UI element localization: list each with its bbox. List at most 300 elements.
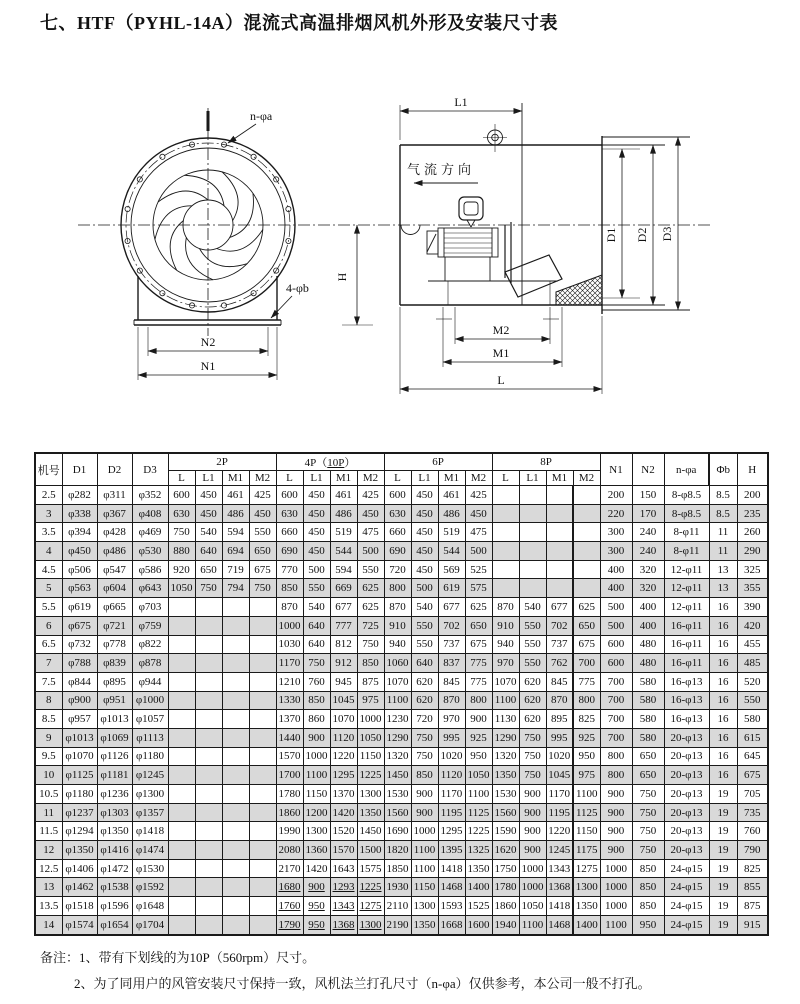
table-cell: 2190: [384, 915, 411, 934]
table-cell: 450: [303, 486, 330, 505]
table-cell: φ957: [62, 710, 97, 729]
table-cell: [249, 841, 276, 860]
table-cell: 19: [709, 785, 737, 804]
table-cell: 620: [519, 691, 546, 710]
table-cell: [249, 635, 276, 654]
table-cell: 425: [465, 486, 492, 505]
table-cell: 16: [709, 616, 737, 635]
table-cell: 16-φ11: [664, 654, 709, 673]
col-subheader: M2: [357, 471, 384, 486]
table-row: [35, 486, 768, 505]
table-row: [35, 710, 768, 729]
table-cell: 13: [35, 878, 62, 897]
table-cell: 525: [465, 560, 492, 579]
table-cell: φ1350: [62, 841, 97, 860]
table-cell: 630: [168, 504, 195, 523]
table-cell: 650: [195, 560, 222, 579]
table-cell: 520: [737, 672, 768, 691]
table-cell: 1125: [573, 803, 600, 822]
table-cell: 870: [546, 691, 573, 710]
dim-label-m1: M1: [492, 346, 510, 360]
table-cell: 16-φ13: [664, 710, 709, 729]
table-cell: 290: [737, 542, 768, 561]
table-cell: [573, 486, 600, 505]
table-cell: 20-φ13: [664, 803, 709, 822]
table-cell: 1440: [276, 728, 303, 747]
table-cell: 500: [600, 598, 632, 617]
table-cell: φ486: [97, 542, 132, 561]
dimension-table: [34, 452, 769, 936]
table-cell: 11: [709, 523, 737, 542]
dim-label-l: L: [497, 373, 505, 387]
table-cell: 1200: [303, 803, 330, 822]
fan-side-view: [400, 95, 690, 394]
table-cell: [492, 504, 519, 523]
table-cell: [546, 504, 573, 523]
table-cell: 400: [600, 560, 632, 579]
table-cell: 1150: [411, 878, 438, 897]
table-cell: 870: [438, 691, 465, 710]
table-row: [35, 691, 768, 710]
table-cell: 920: [168, 560, 195, 579]
table-cell: 625: [357, 579, 384, 598]
table-cell: 750: [195, 579, 222, 598]
table-cell: 1100: [411, 859, 438, 878]
table-cell: 1368: [546, 878, 573, 897]
table-cell: 544: [438, 542, 465, 561]
col-subheader: L: [276, 471, 303, 486]
table-cell: 1990: [276, 822, 303, 841]
table-cell: 775: [465, 654, 492, 673]
table-cell: 1000: [303, 747, 330, 766]
table-cell: 569: [438, 560, 465, 579]
table-cell: 11.5: [35, 822, 62, 841]
table-cell: φ900: [62, 691, 97, 710]
table-cell: 750: [411, 747, 438, 766]
table-cell: 2110: [384, 897, 411, 916]
table-cell: [195, 897, 222, 916]
table-row: [35, 785, 768, 804]
table-cell: 825: [737, 859, 768, 878]
table-cell: φ338: [62, 504, 97, 523]
table-cell: φ1180: [132, 747, 168, 766]
table-cell: 870: [492, 598, 519, 617]
table-cell: [222, 616, 249, 635]
table-cell: φ1070: [62, 747, 97, 766]
table-cell: 995: [438, 728, 465, 747]
table-row: [35, 616, 768, 635]
col-header-phi-b: Φb: [709, 453, 737, 486]
col-header-n2: N2: [632, 453, 664, 486]
table-cell: [195, 728, 222, 747]
table-cell: [519, 579, 546, 598]
table-cell: 1045: [330, 691, 357, 710]
table-cell: 1500: [357, 841, 384, 860]
table-cell: 240: [632, 542, 664, 561]
table-cell: [492, 486, 519, 505]
table-cell: [168, 785, 195, 804]
table-cell: 1050: [519, 897, 546, 916]
table-cell: [249, 728, 276, 747]
callout-4-phi-b: 4-φb: [286, 281, 309, 295]
dim-label-d1: D1: [604, 227, 618, 243]
col-header-d2: D2: [97, 453, 132, 486]
table-cell: 20-φ13: [664, 822, 709, 841]
table-cell: 775: [465, 672, 492, 691]
table-cell: 450: [411, 523, 438, 542]
table-cell: 1050: [465, 766, 492, 785]
table-cell: 235: [737, 504, 768, 523]
table-cell: 1468: [546, 915, 573, 934]
table-cell: 675: [573, 635, 600, 654]
table-cell: 580: [632, 672, 664, 691]
col-subheader: L1: [411, 471, 438, 486]
table-cell: 9: [35, 728, 62, 747]
table-cell: [195, 635, 222, 654]
col-subheader: M2: [573, 471, 600, 486]
table-cell: 1125: [465, 803, 492, 822]
table-cell: 630: [384, 504, 411, 523]
table-cell: 220: [600, 504, 632, 523]
table-cell: 640: [303, 616, 330, 635]
table-cell: φ530: [132, 542, 168, 561]
table-cell: φ788: [62, 654, 97, 673]
table-cell: φ1538: [97, 878, 132, 897]
table-cell: 1700: [276, 766, 303, 785]
table-cell: 625: [357, 598, 384, 617]
table-cell: 170: [632, 504, 664, 523]
table-cell: 1570: [276, 747, 303, 766]
table-cell: 16: [709, 672, 737, 691]
table-cell: 900: [600, 785, 632, 804]
table-cell: 390: [737, 598, 768, 617]
table-cell: 450: [411, 542, 438, 561]
table-row: [35, 579, 768, 598]
table-cell: 16-φ11: [664, 616, 709, 635]
table-cell: 910: [492, 616, 519, 635]
table-cell: 640: [303, 635, 330, 654]
table-cell: [195, 747, 222, 766]
table-cell: 8.5: [35, 710, 62, 729]
table-cell: 845: [438, 672, 465, 691]
table-cell: 475: [465, 523, 492, 542]
table-cell: 420: [737, 616, 768, 635]
table-cell: φ1237: [62, 803, 97, 822]
table-cell: 450: [411, 504, 438, 523]
table-cell: 950: [303, 897, 330, 916]
table-cell: [195, 691, 222, 710]
table-row: [35, 878, 768, 897]
table-cell: φ367: [97, 504, 132, 523]
table-cell: 1300: [411, 897, 438, 916]
table-cell: 580: [737, 710, 768, 729]
table-cell: [168, 747, 195, 766]
col-group-8p: 8P: [492, 453, 600, 471]
table-row: [35, 504, 768, 523]
table-cell: 675: [249, 560, 276, 579]
table-cell: 540: [195, 523, 222, 542]
table-cell: 915: [737, 915, 768, 934]
table-cell: 450: [303, 523, 330, 542]
table-cell: 1100: [573, 785, 600, 804]
table-cell: [168, 728, 195, 747]
table-cell: φ450: [62, 542, 97, 561]
table-cell: 461: [438, 486, 465, 505]
table-cell: 1070: [384, 672, 411, 691]
table-cell: 1370: [330, 785, 357, 804]
table-cell: 500: [600, 616, 632, 635]
table-cell: 1850: [384, 859, 411, 878]
table-cell: 690: [276, 542, 303, 561]
table-row: [35, 672, 768, 691]
table-cell: [222, 635, 249, 654]
table-cell: 8: [35, 691, 62, 710]
table-cell: 450: [303, 504, 330, 523]
table-cell: [168, 822, 195, 841]
table-cell: [249, 803, 276, 822]
table-cell: 5: [35, 579, 62, 598]
table-cell: [195, 672, 222, 691]
table-cell: φ408: [132, 504, 168, 523]
table-row: [35, 560, 768, 579]
table-cell: φ1303: [97, 803, 132, 822]
col-header-jihao: 机号: [35, 453, 62, 486]
table-cell: φ1574: [62, 915, 97, 934]
table-cell: 1050: [357, 728, 384, 747]
table-cell: 1100: [411, 841, 438, 860]
table-cell: 550: [519, 616, 546, 635]
table-cell: [519, 542, 546, 561]
table-cell: φ1300: [132, 785, 168, 804]
table-cell: 1020: [546, 747, 573, 766]
table-cell: [573, 579, 600, 598]
table-cell: [222, 710, 249, 729]
table-cell: [222, 691, 249, 710]
dim-label-m2: M2: [492, 323, 510, 337]
table-cell: 7: [35, 654, 62, 673]
table-cell: 675: [737, 766, 768, 785]
table-cell: 1070: [492, 672, 519, 691]
table-cell: 16: [709, 728, 737, 747]
table-cell: 1690: [384, 822, 411, 841]
table-cell: 1350: [465, 859, 492, 878]
table-cell: 619: [438, 579, 465, 598]
table-cell: 450: [357, 504, 384, 523]
table-cell: 16-φ13: [664, 691, 709, 710]
table-cell: [222, 841, 249, 860]
table-cell: 1100: [384, 691, 411, 710]
table-cell: 450: [411, 486, 438, 505]
table-cell: 11: [35, 803, 62, 822]
table-cell: 645: [737, 747, 768, 766]
table-cell: 1940: [492, 915, 519, 934]
note-2: 2、为了同用户的风管安装尺寸保持一致，风机法兰打孔尺寸（n-φa）仅供参考，本公司一般不打孔。: [74, 976, 651, 991]
table-cell: [249, 672, 276, 691]
table-cell: 900: [519, 785, 546, 804]
table-cell: 640: [411, 654, 438, 673]
table-cell: 16: [709, 635, 737, 654]
table-cell: 400: [632, 616, 664, 635]
table-cell: [168, 897, 195, 916]
table-cell: [222, 878, 249, 897]
table-cell: φ1704: [132, 915, 168, 934]
table-cell: [195, 598, 222, 617]
table-cell: 13: [709, 579, 737, 598]
dim-label-l1: L1: [454, 95, 468, 109]
table-cell: 1343: [546, 859, 573, 878]
table-cell: φ1000: [132, 691, 168, 710]
col-subheader: L: [384, 471, 411, 486]
table-cell: 750: [519, 747, 546, 766]
table-cell: 1293: [330, 878, 357, 897]
table-cell: 925: [573, 728, 600, 747]
table-cell: [195, 654, 222, 673]
table-cell: 1000: [519, 859, 546, 878]
table-cell: 1420: [330, 803, 357, 822]
table-cell: 762: [546, 654, 573, 673]
table-cell: 975: [573, 766, 600, 785]
table-cell: 455: [737, 635, 768, 654]
table-cell: φ1596: [97, 897, 132, 916]
table-cell: [222, 915, 249, 934]
table-cell: 8-φ8.5: [664, 504, 709, 523]
table-cell: φ282: [62, 486, 97, 505]
table-cell: φ311: [97, 486, 132, 505]
table-cell: 1930: [384, 878, 411, 897]
table-cell: 1560: [492, 803, 519, 822]
table-cell: 615: [737, 728, 768, 747]
table-cell: 10: [35, 766, 62, 785]
table-cell: 719: [222, 560, 249, 579]
table-cell: 200: [600, 486, 632, 505]
table-cell: 1300: [357, 785, 384, 804]
col-group-4p-10p: 4P（10P）: [276, 453, 384, 471]
table-cell: 705: [737, 785, 768, 804]
table-cell: 794: [222, 579, 249, 598]
dim-label-h: H: [335, 272, 349, 282]
table-cell: 20-φ13: [664, 766, 709, 785]
table-cell: 16-φ11: [664, 635, 709, 654]
table-cell: 4: [35, 542, 62, 561]
table-cell: [249, 598, 276, 617]
table-cell: 1150: [303, 785, 330, 804]
table-cell: [546, 542, 573, 561]
table-cell: 3.5: [35, 523, 62, 542]
table-cell: 1195: [438, 803, 465, 822]
table-cell: 1395: [438, 841, 465, 860]
table-cell: φ1069: [97, 728, 132, 747]
table-cell: 1325: [465, 841, 492, 860]
table-cell: 1290: [384, 728, 411, 747]
table-cell: 8-φ11: [664, 523, 709, 542]
table-cell: 900: [303, 728, 330, 747]
table-cell: 19: [709, 897, 737, 916]
col-header-n-phi-a: n-φa: [664, 453, 709, 486]
table-cell: 1000: [357, 710, 384, 729]
table-cell: φ1013: [62, 728, 97, 747]
table-cell: 1175: [573, 841, 600, 860]
table-row: [35, 542, 768, 561]
table-cell: 925: [465, 728, 492, 747]
table-cell: φ1181: [97, 766, 132, 785]
table-cell: φ1125: [62, 766, 97, 785]
table-cell: [222, 897, 249, 916]
table-cell: 1300: [303, 822, 330, 841]
table-cell: 519: [438, 523, 465, 542]
table-cell: [492, 560, 519, 579]
table-cell: 8-φ11: [664, 542, 709, 561]
table-cell: 1120: [330, 728, 357, 747]
table-cell: φ844: [62, 672, 97, 691]
table-cell: [168, 616, 195, 635]
table-cell: [168, 710, 195, 729]
table-cell: 550: [249, 523, 276, 542]
table-cell: 11: [709, 542, 737, 561]
table-cell: 600: [276, 486, 303, 505]
table-cell: 702: [546, 616, 573, 635]
table-cell: [249, 654, 276, 673]
gusset-hatched: [556, 275, 602, 305]
table-cell: 870: [384, 598, 411, 617]
table-cell: 1320: [492, 747, 519, 766]
col-header-d1: D1: [62, 453, 97, 486]
table-cell: 575: [465, 579, 492, 598]
table-cell: 3: [35, 504, 62, 523]
table-cell: φ1126: [97, 747, 132, 766]
table-cell: 995: [546, 728, 573, 747]
table-cell: φ759: [132, 616, 168, 635]
table-cell: 1530: [384, 785, 411, 804]
table-cell: 1350: [492, 766, 519, 785]
table-cell: 700: [573, 654, 600, 673]
table-cell: 20-φ13: [664, 747, 709, 766]
table-cell: 900: [519, 841, 546, 860]
table-cell: φ944: [132, 672, 168, 691]
table-cell: 24-φ15: [664, 897, 709, 916]
table-cell: 875: [737, 897, 768, 916]
table-cell: 837: [438, 654, 465, 673]
table-cell: 850: [276, 579, 303, 598]
col-subheader: M1: [330, 471, 357, 486]
table-cell: φ1592: [132, 878, 168, 897]
table-cell: 6.5: [35, 635, 62, 654]
table-cell: φ547: [97, 560, 132, 579]
table-row: [35, 635, 768, 654]
table-cell: [168, 878, 195, 897]
table-cell: 425: [357, 486, 384, 505]
table-cell: 1370: [276, 710, 303, 729]
table-cell: 1210: [276, 672, 303, 691]
table-cell: 550: [357, 560, 384, 579]
table-cell: 600: [600, 635, 632, 654]
table-cell: 450: [195, 504, 222, 523]
table-cell: 845: [546, 672, 573, 691]
table-cell: 700: [600, 672, 632, 691]
table-cell: φ506: [62, 560, 97, 579]
table-cell: φ1654: [97, 915, 132, 934]
table-cell: 850: [632, 878, 664, 897]
table-cell: 690: [384, 542, 411, 561]
table-cell: 1150: [573, 822, 600, 841]
table-cell: [492, 523, 519, 542]
table-cell: 1295: [330, 766, 357, 785]
table-cell: 10.5: [35, 785, 62, 804]
table-cell: [168, 803, 195, 822]
table-cell: 1050: [168, 579, 195, 598]
table-cell: 19: [709, 803, 737, 822]
table-cell: φ1530: [132, 859, 168, 878]
table-cell: 1300: [357, 915, 384, 934]
